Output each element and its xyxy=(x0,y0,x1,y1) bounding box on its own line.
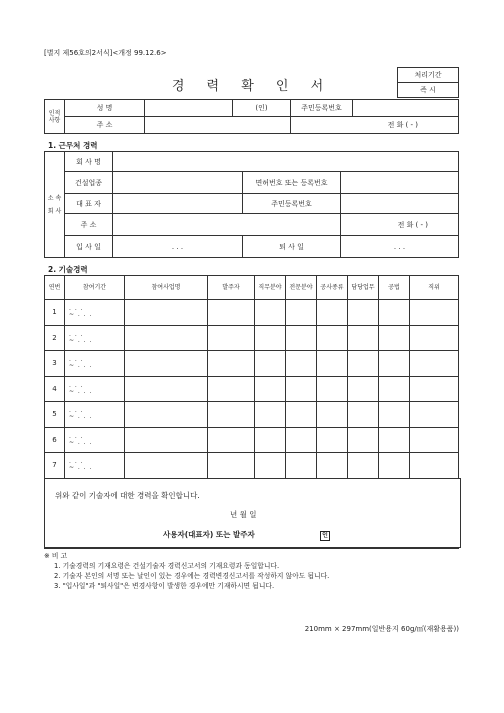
period-field[interactable]: . . . ~ . . . xyxy=(65,402,125,428)
career-cell[interactable] xyxy=(286,325,317,351)
representative-id-label: 주민등록번호 xyxy=(243,194,341,214)
notes-section xyxy=(44,548,459,621)
company-address-label: 주 소 xyxy=(65,214,113,236)
column-header: 공법 xyxy=(379,276,410,300)
career-cell[interactable] xyxy=(125,402,208,428)
personal-info-table xyxy=(44,99,459,134)
work-history-table xyxy=(44,151,459,258)
signer-label xyxy=(163,529,330,541)
license-number-field[interactable] xyxy=(341,172,459,194)
career-cell[interactable] xyxy=(348,427,379,453)
career-cell[interactable] xyxy=(286,453,317,479)
career-cell[interactable] xyxy=(255,376,286,402)
career-cell[interactable] xyxy=(208,325,255,351)
id-number-label: 주민등록번호 xyxy=(291,100,353,117)
career-cell[interactable] xyxy=(348,376,379,402)
column-header: 직무분야 xyxy=(255,276,286,300)
career-cell[interactable] xyxy=(125,351,208,377)
career-cell[interactable] xyxy=(348,453,379,479)
representative-label: 대 표 자 xyxy=(65,194,113,214)
paper-spec: 210mm × 297mm(일반용지 60g/㎡(재활용품)) xyxy=(304,625,459,633)
column-header: 참여기간 xyxy=(65,276,125,300)
note-item: 1. 기술경력의 기재요령은 건설기술자 경력신고서의 기재요령과 동일합니다. xyxy=(54,562,280,570)
seal-mark[interactable]: 인 xyxy=(320,531,330,541)
career-cell[interactable] xyxy=(208,300,255,326)
seal-label: (인) xyxy=(233,100,291,117)
table-row xyxy=(45,325,459,351)
career-cell[interactable] xyxy=(125,376,208,402)
column-header: 담당업무 xyxy=(348,276,379,300)
career-cell[interactable] xyxy=(410,300,459,326)
license-type-field[interactable] xyxy=(113,172,243,194)
career-cell[interactable] xyxy=(255,453,286,479)
row-number: 3 xyxy=(45,351,65,377)
career-cell[interactable] xyxy=(208,376,255,402)
career-cell[interactable] xyxy=(125,427,208,453)
section1-heading: 1. 근무처 경력 xyxy=(48,141,98,150)
career-cell[interactable] xyxy=(317,300,348,326)
confirmation-text: 위와 같이 기술자에 대한 경력을 확인합니다. xyxy=(55,491,200,500)
table-row xyxy=(45,453,459,479)
tech-career-table xyxy=(44,275,459,479)
career-cell[interactable] xyxy=(255,427,286,453)
table-row xyxy=(45,351,459,377)
career-cell[interactable] xyxy=(410,453,459,479)
row-number: 2 xyxy=(45,325,65,351)
career-cell[interactable] xyxy=(125,453,208,479)
join-date-field[interactable]: . . . xyxy=(113,236,243,258)
career-cell[interactable] xyxy=(125,325,208,351)
company-address-field[interactable] xyxy=(113,214,341,236)
career-cell[interactable] xyxy=(286,402,317,428)
table-row xyxy=(45,300,459,326)
column-header: 직위 xyxy=(410,276,459,300)
company-group-label: 소 속 회 사 xyxy=(45,152,65,258)
career-cell[interactable] xyxy=(255,351,286,377)
column-header: 공사종류 xyxy=(317,276,348,300)
address-field[interactable] xyxy=(145,117,291,134)
note-item: 2. 기술자 본인의 서명 또는 날인이 있는 경우에는 경력변경신고서를 작성하지 않아도 됩니다. xyxy=(54,572,330,580)
career-cell[interactable] xyxy=(348,325,379,351)
phone-field[interactable]: 전 화 ( - ) xyxy=(291,117,459,134)
join-date-label: 입 사 일 xyxy=(65,236,113,258)
career-cell[interactable] xyxy=(317,351,348,377)
career-cell[interactable] xyxy=(379,325,410,351)
leave-date-field[interactable]: . . . xyxy=(341,236,459,258)
tech-career-header-row xyxy=(45,276,459,300)
period-field[interactable]: . . . ~ . . . xyxy=(65,453,125,479)
row-number: 1 xyxy=(45,300,65,326)
form-reference: [별지 제56호의2서식]<개정 99.12.6> xyxy=(44,49,167,57)
name-field[interactable] xyxy=(145,100,233,117)
processing-period-box xyxy=(397,67,459,98)
id-number-field[interactable] xyxy=(353,100,459,117)
row-number: 6 xyxy=(45,427,65,453)
column-header: 전문분야 xyxy=(286,276,317,300)
career-cell[interactable] xyxy=(379,402,410,428)
career-cell[interactable] xyxy=(379,351,410,377)
career-cell[interactable] xyxy=(286,427,317,453)
period-field[interactable]: . . . ~ . . . xyxy=(65,300,125,326)
page-title: 경 력 확 인 서 xyxy=(171,79,333,94)
signer-text: 사용자(대표자) 또는 발주자 xyxy=(163,530,255,539)
career-cell[interactable] xyxy=(317,402,348,428)
note-item: 3. "입사일"과 "퇴사일"은 변경사항이 발생한 경우에만 기재하시면 됩니다. xyxy=(54,582,275,590)
career-cell[interactable] xyxy=(348,402,379,428)
representative-field[interactable] xyxy=(113,194,243,214)
name-label: 성 명 xyxy=(65,100,145,117)
license-type-label: 건설업종 xyxy=(65,172,113,194)
career-cell[interactable] xyxy=(348,351,379,377)
career-cell[interactable] xyxy=(286,300,317,326)
career-cell[interactable] xyxy=(410,402,459,428)
row-number: 7 xyxy=(45,453,65,479)
period-field[interactable]: . . . ~ . . . xyxy=(65,325,125,351)
confirmation-box xyxy=(44,478,461,548)
company-name-field[interactable] xyxy=(113,152,459,172)
career-cell[interactable] xyxy=(255,300,286,326)
career-cell[interactable] xyxy=(286,376,317,402)
period-field[interactable]: . . . ~ . . . xyxy=(65,376,125,402)
career-cell[interactable] xyxy=(317,376,348,402)
career-cell[interactable] xyxy=(410,376,459,402)
section2-heading: 2. 기술경력 xyxy=(48,265,88,274)
column-header: 참여사업명 xyxy=(125,276,208,300)
period-field[interactable]: . . . ~ . . . xyxy=(65,351,125,377)
notes-heading: ※ 비 고 xyxy=(44,552,68,560)
address-label: 주 소 xyxy=(65,117,145,134)
career-cell[interactable] xyxy=(317,427,348,453)
career-cell[interactable] xyxy=(379,453,410,479)
column-header: 연번 xyxy=(45,276,65,300)
processing-label: 처리기간 xyxy=(398,68,459,83)
confirmation-date[interactable]: 년 월 일 xyxy=(230,510,257,519)
career-cell[interactable] xyxy=(379,300,410,326)
career-cell[interactable] xyxy=(379,427,410,453)
career-cell[interactable] xyxy=(348,300,379,326)
table-row xyxy=(45,402,459,428)
period-field[interactable]: . . . ~ . . . xyxy=(65,427,125,453)
personal-info-group-label: 인적 사항 xyxy=(45,100,65,134)
license-number-label: 면허번호 또는 등록번호 xyxy=(243,172,341,194)
career-cell[interactable] xyxy=(208,402,255,428)
row-number: 5 xyxy=(45,402,65,428)
processing-value: 즉 시 xyxy=(398,83,459,98)
career-cell[interactable] xyxy=(379,376,410,402)
career-cell[interactable] xyxy=(410,427,459,453)
representative-id-field[interactable] xyxy=(341,194,459,214)
career-cell[interactable] xyxy=(208,351,255,377)
company-phone-field[interactable]: 전 화 ( - ) xyxy=(341,214,459,236)
column-header: 발주자 xyxy=(208,276,255,300)
career-cell[interactable] xyxy=(255,325,286,351)
career-cell[interactable] xyxy=(208,453,255,479)
career-cell[interactable] xyxy=(255,402,286,428)
career-cell[interactable] xyxy=(208,427,255,453)
career-cell[interactable] xyxy=(410,325,459,351)
career-cell[interactable] xyxy=(286,351,317,377)
company-name-label: 회 사 명 xyxy=(65,152,113,172)
table-row xyxy=(45,376,459,402)
career-cell[interactable] xyxy=(317,453,348,479)
career-cell[interactable] xyxy=(125,300,208,326)
career-cell[interactable] xyxy=(317,325,348,351)
leave-date-label: 퇴 사 일 xyxy=(243,236,341,258)
table-row xyxy=(45,427,459,453)
row-number: 4 xyxy=(45,376,65,402)
career-cell[interactable] xyxy=(410,351,459,377)
